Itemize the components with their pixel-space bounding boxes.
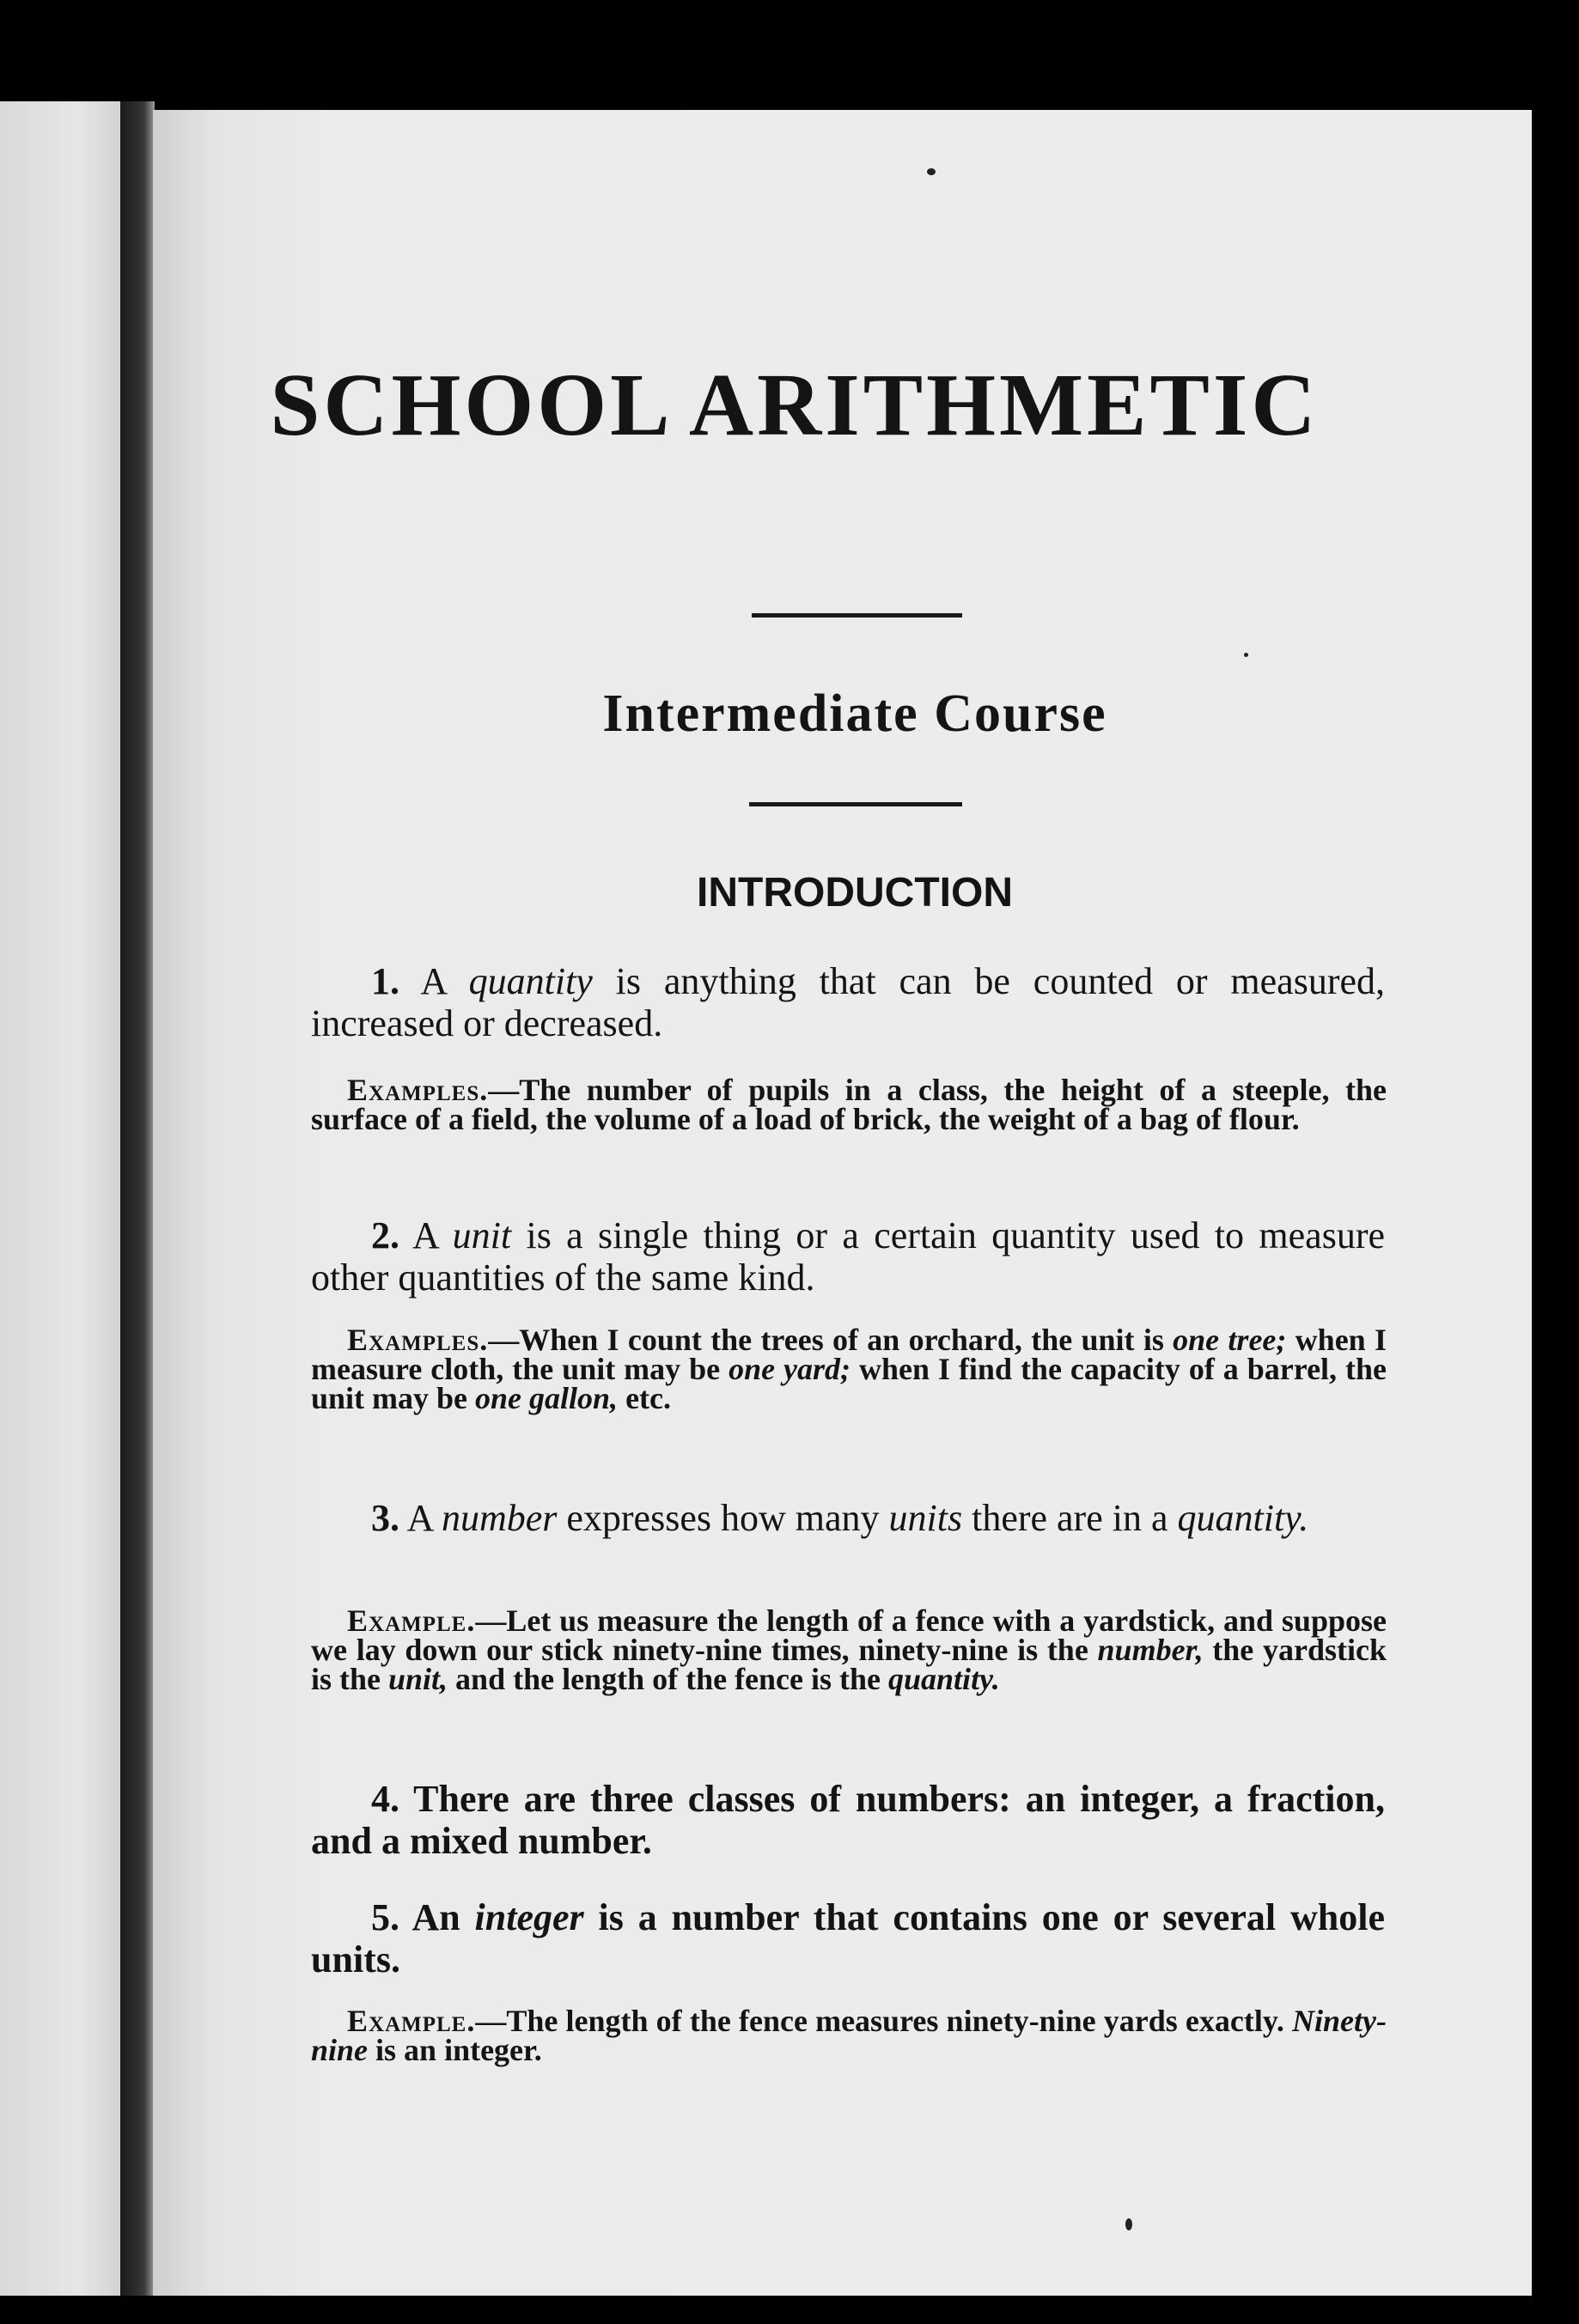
- example-unit: Examples.—When I count the trees of an orchard, the unit is one tree; when I measure cloth, the unit may be one yard; when I find the capacity of a barrel, the unit may be one gallon, etc.: [311, 1323, 1387, 1415]
- section-heading: INTRODUCTION: [697, 870, 1013, 916]
- definition-integer: 5. An integer is a number that contains one or several whole units.: [311, 1896, 1385, 1980]
- term-quantity: quantity: [468, 960, 593, 1002]
- title-divider: [752, 613, 962, 618]
- book-gutter-shadow: [120, 101, 155, 2296]
- facing-page-edge: [0, 101, 129, 2296]
- term-unit: unit: [452, 1214, 512, 1256]
- section-number: 5.: [371, 1896, 399, 1938]
- book-title: SCHOOL ARITHMETIC: [270, 356, 1320, 454]
- example-integer: Example.—The length of the fence measures ninety-nine yards exactly. Ninety-nine is an integer.: [311, 2004, 1387, 2067]
- subtitle-divider: [749, 802, 962, 806]
- term-number: number: [441, 1497, 558, 1539]
- term-integer: integer: [474, 1896, 584, 1938]
- definition-unit: 2. A unit is a single thing or a certain quantity used to measure other quantities of the same kind.: [311, 1214, 1386, 1299]
- book-subtitle: Intermediate Course: [602, 684, 1107, 743]
- section-number: 2.: [371, 1214, 399, 1256]
- example-number: Example.—Let us measure the length of a fence with a yardstick, and suppose we lay down our stick ninety-nine times, ninety-nine is the number, the yardstick is the unit, and the length of the fence is the quantity.: [311, 1603, 1387, 1696]
- ink-speck: [1244, 653, 1248, 657]
- section-number: 4.: [371, 1778, 399, 1820]
- definition-quantity: 1. A quantity is anything that can be counted or measured, increased or decreased.: [311, 960, 1385, 1044]
- example-quantity: Examples.—The number of pupils in a class, the height of a steeple, the surface of a field, the volume of a load of brick, the weight of a bag of flour.: [311, 1073, 1387, 1136]
- classes-of-numbers: 4. There are three classes of numbers: an integer, a fraction, and a mixed number.: [311, 1778, 1385, 1862]
- ink-speck: [1125, 2218, 1132, 2230]
- definition-number: 3. A number expresses how many units there are in a quantity.: [311, 1497, 1385, 1539]
- section-number: 3.: [371, 1497, 399, 1539]
- section-number: 1.: [371, 960, 399, 1002]
- ink-speck: [927, 168, 936, 175]
